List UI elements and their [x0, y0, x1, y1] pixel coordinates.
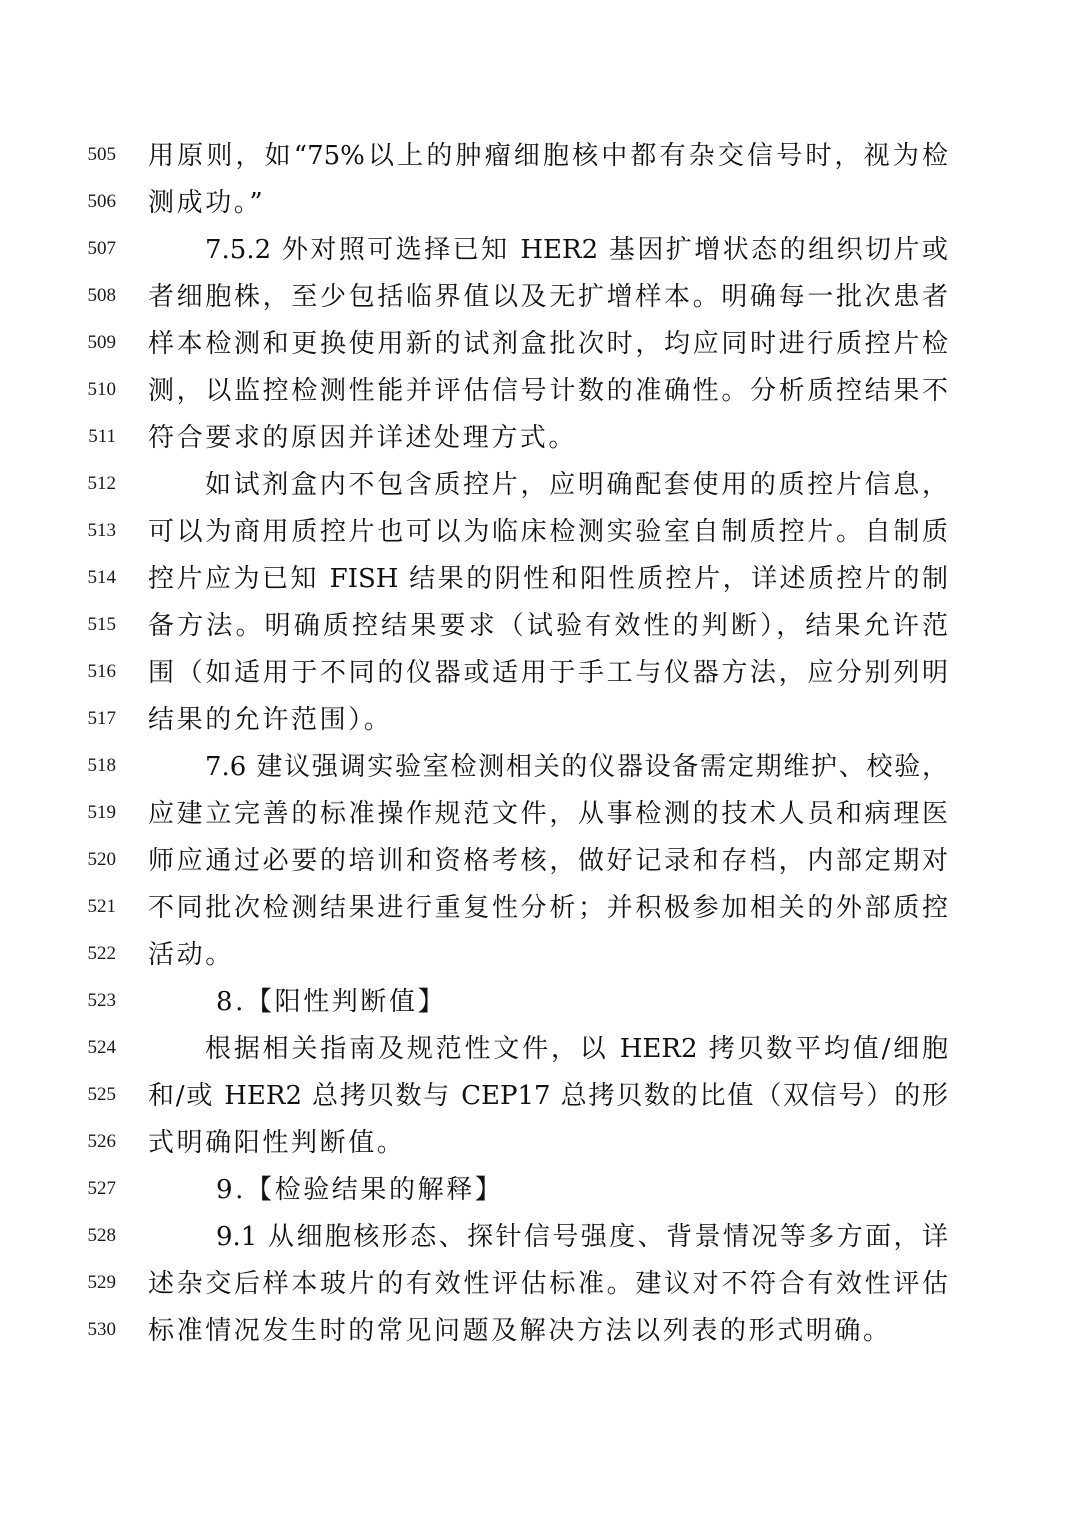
text-line	[0, 371, 1080, 418]
line-number: 522	[87, 943, 116, 964]
text-line	[0, 230, 1080, 277]
line-number: 519	[87, 802, 116, 823]
line-text: 7.6 建议强调实验室检测相关的仪器设备需定期维护、校验，	[205, 752, 948, 782]
line-text: 不同批次检测结果进行重复性分析；并积极参加相关的外部质控	[148, 893, 948, 923]
line-text: 控片应为已知 FISH 结果的阴性和阳性质控片，详述质控片的制	[148, 564, 948, 594]
text-line	[0, 747, 1080, 794]
text-line	[0, 418, 1080, 465]
text-line	[0, 277, 1080, 324]
text-line	[0, 1217, 1080, 1264]
text-line	[0, 465, 1080, 512]
line-text: 9.1 从细胞核形态、探针信号强度、背景情况等多方面，详	[216, 1222, 948, 1252]
line-number: 512	[87, 473, 116, 494]
line-text: 可以为商用质控片也可以为临床检测实验室自制质控片。自制质	[148, 517, 948, 547]
text-line	[0, 1311, 1080, 1358]
text-line	[0, 1123, 1080, 1170]
line-number: 505	[87, 144, 116, 165]
text-line	[0, 700, 1080, 747]
text-line	[0, 1029, 1080, 1076]
line-text: 应建立完善的标准操作规范文件，从事检测的技术人员和病理医	[148, 799, 948, 829]
line-number: 516	[87, 661, 116, 682]
line-number: 513	[87, 520, 116, 541]
line-number: 523	[87, 990, 116, 1011]
line-text: 围（如适用于不同的仪器或适用于手工与仪器方法，应分别列明	[148, 658, 948, 688]
line-text: 备方法。明确质控结果要求（试验有效性的判断），结果允许范	[148, 611, 948, 641]
line-text: 师应通过必要的培训和资格考核，做好记录和存档，内部定期对	[148, 846, 948, 876]
line-text: 符合要求的原因并详述处理方式。	[148, 423, 578, 453]
text-line	[0, 183, 1080, 230]
line-number: 517	[87, 708, 116, 729]
line-text: 样本检测和更换使用新的试剂盒批次时，均应同时进行质控片检	[148, 329, 948, 359]
line-number: 508	[87, 285, 116, 306]
text-line	[0, 1076, 1080, 1123]
text-line	[0, 136, 1080, 183]
text-line	[0, 841, 1080, 888]
line-text: 用原则，如“75%以上的肿瘤细胞核中都有杂交信号时，视为检	[148, 141, 948, 171]
text-line	[0, 935, 1080, 982]
line-number: 529	[87, 1272, 116, 1293]
line-number: 515	[87, 614, 116, 635]
text-line	[0, 512, 1080, 559]
section-heading	[0, 982, 1080, 1029]
line-text: 结果的允许范围）。	[148, 705, 393, 735]
line-number: 526	[87, 1131, 116, 1152]
line-number: 506	[87, 191, 116, 212]
line-text: 测成功。”	[148, 188, 266, 218]
line-number: 518	[87, 755, 116, 776]
line-text: 如试剂盒内不包含质控片，应明确配套使用的质控片信息，	[205, 470, 948, 500]
line-text: 标准情况发生时的常见问题及解决方法以列表的形式明确。	[148, 1316, 892, 1346]
line-text: 9.【检验结果的解释】	[216, 1175, 504, 1205]
line-number: 511	[88, 426, 116, 447]
line-number: 514	[87, 567, 116, 588]
text-line	[0, 324, 1080, 371]
section-heading	[0, 1170, 1080, 1217]
line-number: 510	[87, 379, 116, 400]
line-number: 525	[87, 1084, 116, 1105]
text-line	[0, 559, 1080, 606]
line-text: 7.5.2 外对照可选择已知 HER2 基因扩增状态的组织切片或	[205, 235, 948, 265]
line-number: 520	[87, 849, 116, 870]
text-line	[0, 1264, 1080, 1311]
line-text: 测，以监控检测性能并评估信号计数的准确性。分析质控结果不	[148, 376, 948, 406]
text-line	[0, 794, 1080, 841]
line-text: 8.【阳性判断值】	[216, 987, 447, 1017]
text-line	[0, 888, 1080, 935]
line-number: 527	[87, 1178, 116, 1199]
line-number: 507	[87, 238, 116, 259]
line-number: 530	[87, 1319, 116, 1340]
line-number: 524	[87, 1037, 116, 1058]
line-number: 528	[87, 1225, 116, 1246]
line-text: 者细胞株，至少包括临界值以及无扩增样本。明确每一批次患者	[148, 282, 948, 312]
line-text: 述杂交后样本玻片的有效性评估标准。建议对不符合有效性评估	[148, 1269, 948, 1299]
text-line	[0, 606, 1080, 653]
text-line	[0, 653, 1080, 700]
line-text: 根据相关指南及规范性文件，以 HER2 拷贝数平均值/细胞	[205, 1034, 948, 1064]
line-text: 式明确阳性判断值。	[148, 1128, 406, 1158]
line-number: 509	[87, 332, 116, 353]
line-text: 活动。	[148, 940, 234, 970]
line-number: 521	[87, 896, 116, 917]
line-text: 和/或 HER2 总拷贝数与 CEP17 总拷贝数的比值（双信号）的形	[148, 1081, 948, 1111]
